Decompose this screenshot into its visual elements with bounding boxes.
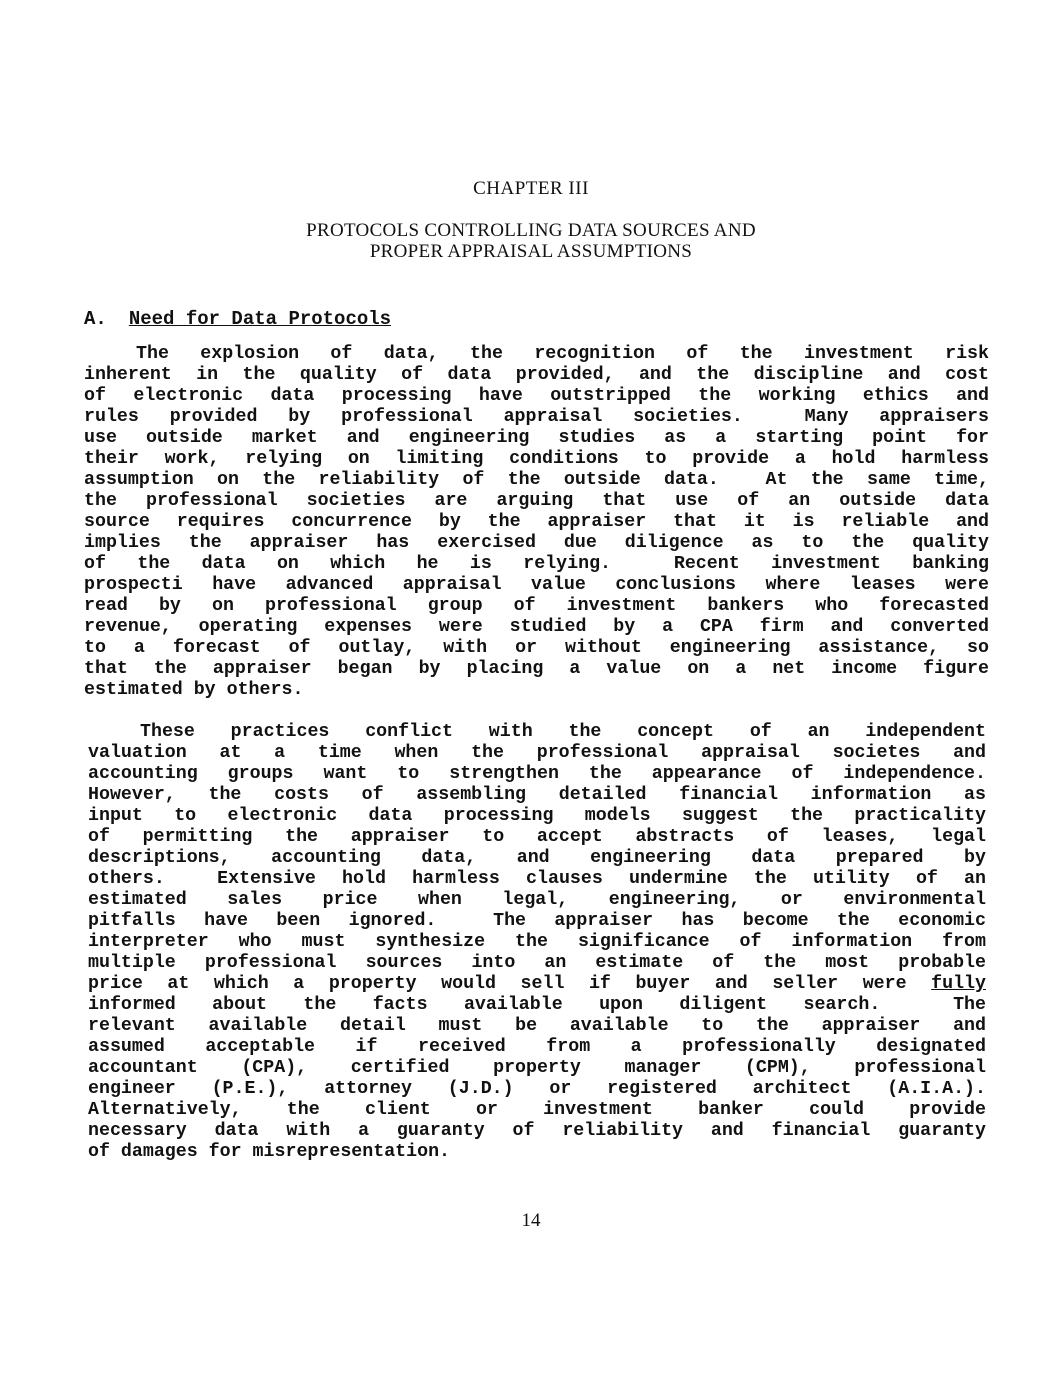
paragraph-line: their work, relying on limiting conditions to provide a hold harmless <box>84 449 989 469</box>
chapter-label: CHAPTER III <box>473 178 589 199</box>
paragraph-line: rules provided by professional appraisal societies. Many appraisers <box>84 407 989 427</box>
paragraph-line: accountant (CPA), certified property manager (CPM), professional <box>88 1058 986 1078</box>
paragraph-line: multiple professional sources into an estimate of the most probable <box>88 953 986 973</box>
paragraph-need-for-data <box>84 344 989 701</box>
section-heading-text: Need for Data Protocols <box>128 308 392 330</box>
section-heading <box>84 308 391 330</box>
paragraph-line: necessary data with a guaranty of reliability and financial guaranty <box>88 1121 986 1141</box>
paragraph-line: of the data on which he is relying. Recent investment banking <box>84 554 989 574</box>
paragraph-line: engineer (P.E.), attorney (J.D.) or registered architect (A.I.A.). <box>88 1079 986 1099</box>
paragraph-line: estimated by others. <box>84 680 304 700</box>
paragraph-line: descriptions, accounting data, and engineering data prepared by <box>88 848 986 868</box>
paragraph-line: estimated sales price when legal, engineering, or environmental <box>88 890 986 910</box>
paragraph-line: accounting groups want to strengthen the appearance of independence. <box>88 764 986 784</box>
paragraph-line: assumed acceptable if received from a professionally designated <box>88 1037 986 1057</box>
paragraph-line: The explosion of data, the recognition of the investment risk <box>136 344 989 364</box>
paragraph-line: source requires concurrence by the appraiser that it is reliable and <box>84 512 989 532</box>
paragraph-line: relevant available detail must be available to the appraiser and <box>88 1016 986 1036</box>
paragraph-line: Alternatively, the client or investment banker could provide <box>88 1100 986 1120</box>
paragraph-line: the professional societies are arguing that use of an outside data <box>84 491 989 511</box>
paragraph-line: These practices conflict with the concept of an independent <box>140 722 986 742</box>
paragraph-line: informed about the facts available upon diligent search. The <box>88 995 986 1015</box>
paragraph-line: that the appraiser began by placing a value on a net income figure <box>84 659 989 679</box>
paragraph-line: prospecti have advanced appraisal value conclusions where leases were <box>84 575 989 595</box>
paragraph-line: of electronic data processing have outstripped the working ethics and <box>84 386 989 406</box>
emphasis-fully: fully <box>931 974 986 994</box>
paragraph-line: implies the appraiser has exercised due diligence as to the quality <box>84 533 989 553</box>
paragraph-line: inherent in the quality of data provided, and the discipline and cost <box>84 365 989 385</box>
line-text: price at which a property would sell if buyer and seller were <box>88 974 932 994</box>
chapter-title-line: PROTOCOLS CONTROLLING DATA SOURCES AND <box>306 220 756 241</box>
paragraph-line: to a forecast of outlay, with or without engineering assistance, so <box>84 638 989 658</box>
paragraph-line: use outside market and engineering studies as a starting point for <box>84 428 989 448</box>
paragraph-line: of damages for misrepresentation. <box>88 1142 451 1162</box>
paragraph-line: assumption on the reliability of the outside data. At the same time, <box>84 470 989 490</box>
paragraph-line: pitfalls have been ignored. The appraiser has become the economic <box>88 911 986 931</box>
paragraph-line: interpreter who must synthesize the significance of information from <box>88 932 986 952</box>
paragraph-line: However, the costs of assembling detailed financial information as <box>88 785 986 805</box>
paragraph-line: valuation at a time when the professional appraisal societes and <box>88 743 986 763</box>
paragraph-line: read by on professional group of investment bankers who forecasted <box>84 596 989 616</box>
paragraph-line: others. Extensive hold harmless clauses undermine the utility of an <box>88 869 986 889</box>
page-number: 14 <box>521 1210 541 1231</box>
paragraph-line: revenue, operating expenses were studied by a CPA firm and converted <box>84 617 989 637</box>
chapter-title-line: PROPER APPRAISAL ASSUMPTIONS <box>369 241 693 262</box>
chapter-title <box>0 220 1062 262</box>
section-letter: A. <box>84 308 107 330</box>
paragraph-line: of permitting the appraiser to accept abstracts of leases, legal <box>88 827 986 847</box>
paragraph-line: input to electronic data processing models suggest the practicality <box>88 806 986 826</box>
paragraph-line-fully <box>88 974 986 995</box>
paragraph-practices-conflict <box>88 722 986 1163</box>
